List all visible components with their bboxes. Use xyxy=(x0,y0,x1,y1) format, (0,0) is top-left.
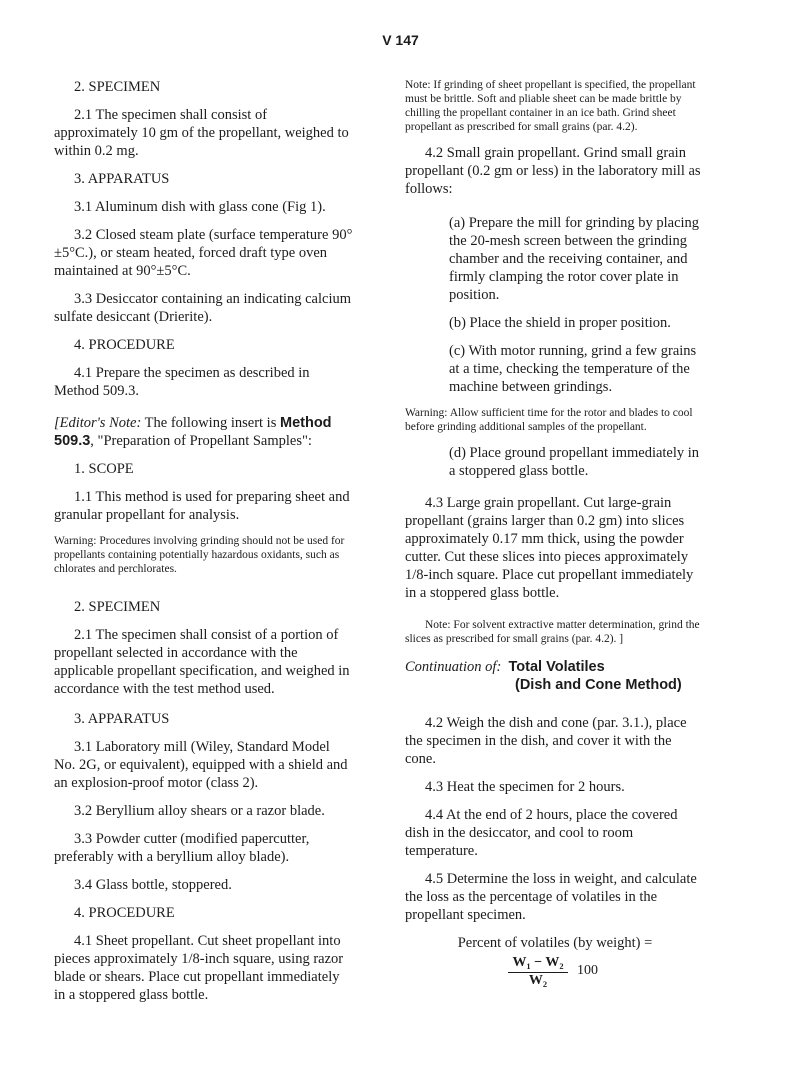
editors-note-prefix: [Editor's Note: xyxy=(54,415,142,431)
left-p6: 4. PROCEDURE xyxy=(74,337,175,353)
left-p19: 4. PROCEDURE xyxy=(74,905,175,921)
continuation-title2: (Dish and Cone Method) xyxy=(515,677,682,693)
formula-numerator: W₁ − W₂ xyxy=(508,954,568,973)
left-p17: 3.3 Powder cutter (modified papercutter, preferably with a beryllium alloy blade). xyxy=(54,831,310,865)
editors-note-method: Method 509.3 xyxy=(54,415,332,449)
continuation-line2 xyxy=(405,676,705,694)
left-p0: 2. SPECIMEN xyxy=(74,79,161,95)
right-column xyxy=(405,78,705,994)
right-p6: (d) Place ground propellant immediately in a stoppered glass bottle. xyxy=(449,445,700,479)
continuation-line1 xyxy=(405,658,705,676)
continuation-title1: Total Volatiles xyxy=(508,659,605,675)
continuation-prefix: Continuation of: xyxy=(405,659,502,675)
formula-denominator: W₂ xyxy=(528,973,548,988)
left-p9: 1. SCOPE xyxy=(74,461,134,477)
left-p12: 2. SPECIMEN xyxy=(74,599,161,615)
right-p12: 4.4 At the end of 2 hours, place the covered dish in the desiccator, and cool to room temperature. xyxy=(405,807,678,859)
editors-note-text2: , "Preparation of Propellant Samples": xyxy=(90,433,312,449)
left-p16: 3.2 Beryllium alloy shears or a razor blade. xyxy=(74,803,325,819)
left-p4: 3.2 Closed steam plate (surface temperature 90°±5°C.), or steam heated, forced draft type oven maintained at 90°±5°C. xyxy=(54,227,353,279)
editors-note xyxy=(54,414,354,450)
right-p1: 4.2 Small grain propellant. Grind small grain propellant (0.2 gm or less) in the laboratory mill as follows: xyxy=(405,145,701,197)
right-p8: Note: For solvent extractive matter determination, grind the slices as prescribed for small grains (par. 4.2). ] xyxy=(405,619,700,645)
left-p5: 3.3 Desiccator containing an indicating calcium sulfate desiccant (Drierite). xyxy=(54,291,352,325)
left-p11: Warning: Procedures involving grinding should not be used for propellants containing potentially hazardous oxidants, such as chlorates and perchlorates. xyxy=(54,535,345,575)
left-p13: 2.1 The specimen shall consist of a portion of propellant selected in accordance with the applicable propellant specification, and weighed in accordance with the test method used. xyxy=(54,627,350,697)
left-p18: 3.4 Glass bottle, stoppered. xyxy=(74,877,232,893)
left-p15: 3.1 Laboratory mill (Wiley, Standard Model No. 2G, or equivalent), equipped with a shield and an explosion-proof motor (class 2). xyxy=(54,739,348,791)
left-column xyxy=(54,78,354,1004)
left-p10: 1.1 This method is used for preparing sheet and granular propellant for analysis. xyxy=(54,489,350,523)
left-p20: 4.1 Sheet propellant. Cut sheet propellant into pieces approximately 1/8-inch square, using razor blade or shears. Place cut propellant immediately in a stoppered glass bottle. xyxy=(54,933,344,1003)
right-p13: 4.5 Determine the loss in weight, and calculate the loss as the percentage of volatiles in the propellant specimen. xyxy=(405,871,697,923)
volatiles-formula xyxy=(405,954,705,994)
right-p11: 4.3 Heat the specimen for 2 hours. xyxy=(425,779,625,795)
left-p14: 3. APPARATUS xyxy=(74,711,170,727)
editors-note-text1: The following insert is xyxy=(141,415,280,431)
right-p5: Warning: Allow sufficient time for the rotor and blades to cool before grinding additional samples of the propellant. xyxy=(405,407,693,433)
right-p7: 4.3 Large grain propellant. Cut large-grain propellant (grains larger than 0.2 gm) into slices approximately 0.17 mm thick, using the powder cutter. Cut these slices into pieces approximately 1/8-inch square. Place cut propellant immediately in a stoppered glass bottle. xyxy=(405,495,694,601)
left-p7: 4.1 Prepare the specimen as described in Method 509.3. xyxy=(54,365,310,399)
right-p4: (c) With motor running, grind a few grains at a time, checking the temperature of the machine between grindings. xyxy=(449,343,697,395)
left-p3: 3.1 Aluminum dish with glass cone (Fig 1). xyxy=(74,199,326,215)
left-p2: 3. APPARATUS xyxy=(74,171,170,187)
formula-factor: 100 xyxy=(577,963,598,978)
right-p0: Note: If grinding of sheet propellant is specified, the propellant must be brittle. Soft and pliable sheet can be made brittle by chilling the propellant container in an ice bath. Grind sheet propellant as prescribed for small grains (par. 4.2). xyxy=(405,79,696,133)
right-p3: (b) Place the shield in proper position. xyxy=(449,315,671,331)
page-number: V 147 xyxy=(382,32,419,48)
formula-fraction xyxy=(508,954,568,989)
right-p14: Percent of volatiles (by weight) = xyxy=(457,935,653,951)
left-p1: 2.1 The specimen shall consist of approximately 10 gm of the propellant, weighed to within 0.2 mg. xyxy=(54,107,349,159)
continuation-block xyxy=(405,658,705,694)
right-p10: 4.2 Weigh the dish and cone (par. 3.1.), place the specimen in the dish, and cover it with the cone. xyxy=(405,715,687,767)
right-p2: (a) Prepare the mill for grinding by placing the 20-mesh screen between the grinding chamber and the receiving container, and firmly clamping the rotor cover plate in position. xyxy=(449,215,700,303)
